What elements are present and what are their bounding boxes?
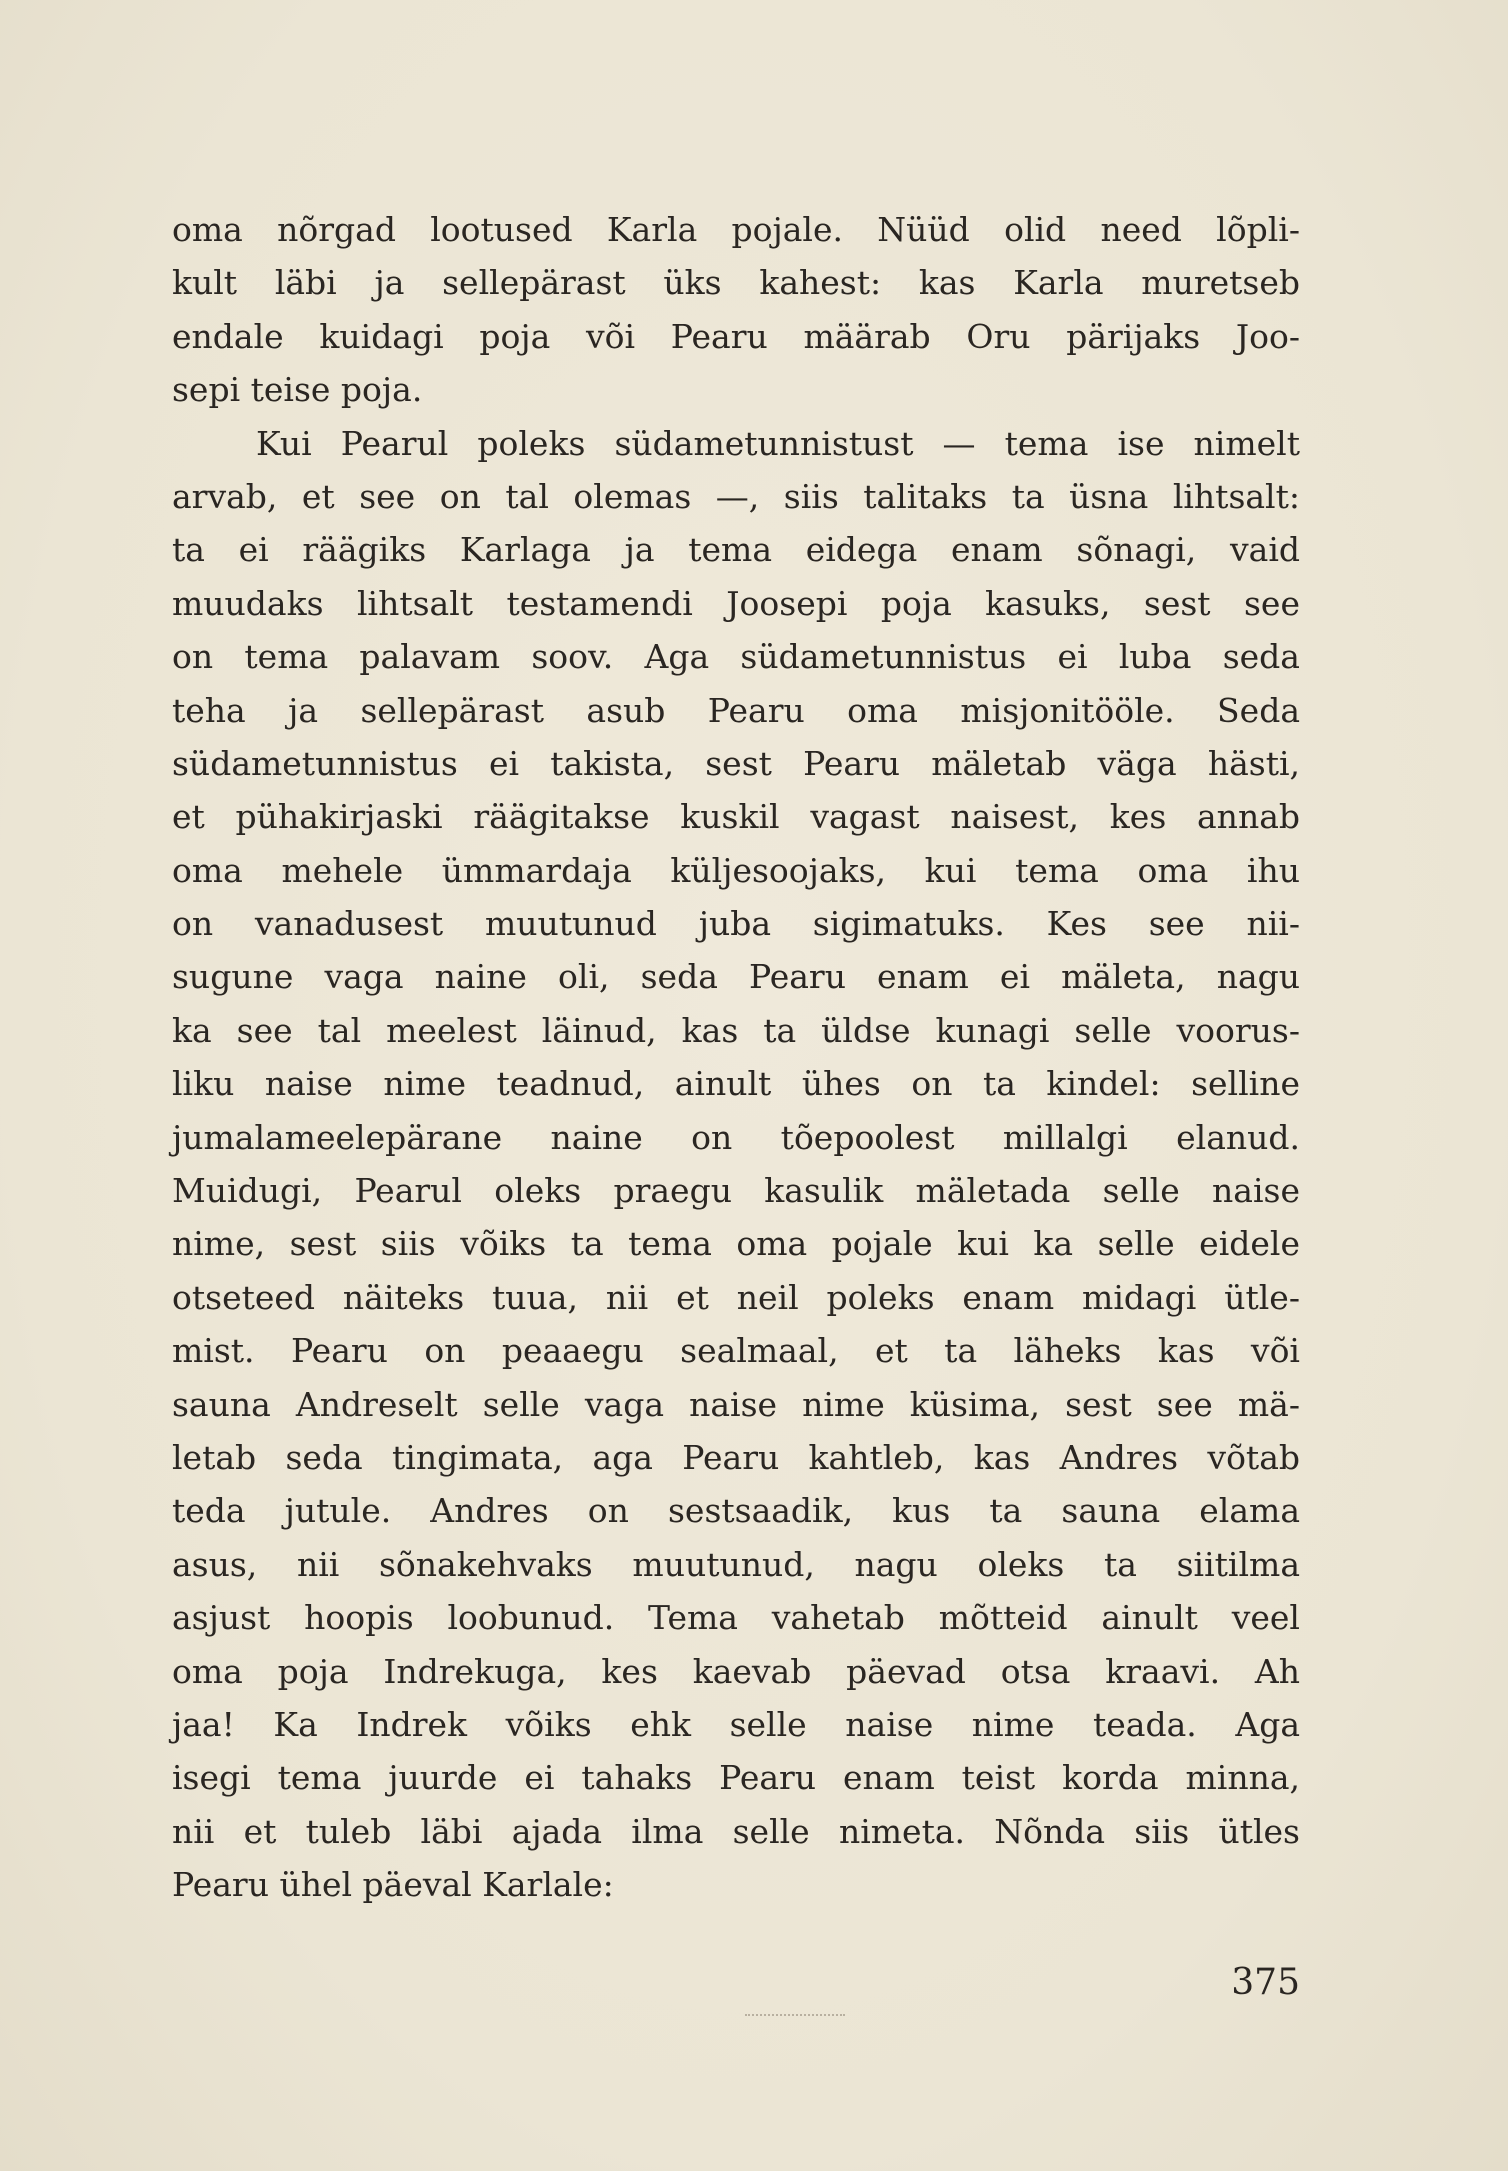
text-line: on vanadusest muutunud juba sigimatuks. Kes see nii- xyxy=(172,904,1300,944)
text-line: nii et tuleb läbi ajada ilma selle nimeta. Nõnda siis ütles xyxy=(172,1811,1300,1851)
text-line: liku naise nime teadnud, ainult ühes on ta kindel: selline xyxy=(172,1064,1300,1104)
text-line: teda jutule. Andres on sestsaadik, kus ta sauna elama xyxy=(172,1491,1300,1531)
text-line: oma mehele ümmardaja küljesoojaks, kui tema oma ihu xyxy=(172,850,1300,890)
text-line: nime, sest siis võiks ta tema oma pojale kui ka selle eidele xyxy=(172,1224,1300,1264)
text-line: muudaks lihtsalt testamendi Joosepi poja kasuks, sest see xyxy=(172,583,1300,623)
text-line: teha ja sellepärast asub Pearu oma misjonitööle. Seda xyxy=(172,690,1300,730)
text-line: letab seda tingimata, aga Pearu kahtleb, kas Andres võtab xyxy=(172,1437,1300,1477)
text-line: Muidugi, Pearul oleks praegu kasulik mäletada selle naise xyxy=(172,1171,1300,1211)
text-line: ka see tal meelest läinud, kas ta üldse kunagi selle voorus- xyxy=(172,1010,1300,1050)
body-text xyxy=(172,203,1300,1912)
text-line: ta ei räägiks Karlaga ja tema eidega enam sõnagi, vaid xyxy=(172,530,1300,570)
text-line: sepi teise poja. xyxy=(172,370,423,410)
text-line: mist. Pearu on peaaegu sealmaal, et ta läheks kas või xyxy=(172,1331,1300,1371)
text-line: et pühakirjaski räägitakse kuskil vagast naisest, kes annab xyxy=(172,797,1300,837)
text-line: oma nõrgad lootused Karla pojale. Nüüd olid need lõpli- xyxy=(172,210,1300,249)
text-line: jumalameelepärane naine on tõepoolest millalgi elanud. xyxy=(172,1117,1300,1157)
text-line: kult läbi ja sellepärast üks kahest: kas Karla muretseb xyxy=(172,263,1300,303)
text-line: isegi tema juurde ei tahaks Pearu enam teist korda minna, xyxy=(172,1758,1300,1798)
text-line: Kui Pearul poleks südametunnistust — tema ise nimelt xyxy=(256,423,1300,463)
text-line: asjust hoopis loobunud. Tema vahetab mõtteid ainult veel xyxy=(172,1598,1300,1638)
text-line: arvab, et see on tal olemas —, siis talitaks ta üsna lihtsalt: xyxy=(172,476,1300,516)
text-line: oma poja Indrekuga, kes kaevab päevad otsa kraavi. Ah xyxy=(172,1651,1300,1691)
text-line: asus, nii sõnakehvaks muutunud, nagu oleks ta siitilma xyxy=(172,1544,1300,1584)
text-line: sauna Andreselt selle vaga naise nime küsima, sest see mä- xyxy=(172,1384,1300,1424)
page-number: 375 xyxy=(1231,1962,1300,2003)
print-speck xyxy=(745,2014,845,2019)
text-line: jaa! Ka Indrek võiks ehk selle naise nime teada. Aga xyxy=(172,1704,1300,1744)
text-line: Pearu ühel päeval Karlale: xyxy=(172,1865,614,1905)
text-line: sugune vaga naine oli, seda Pearu enam ei mäleta, nagu xyxy=(172,957,1300,997)
text-line: endale kuidagi poja või Pearu määrab Oru pärijaks Joo- xyxy=(172,316,1300,356)
text-line: otseteed näiteks tuua, nii et neil poleks enam midagi ütle- xyxy=(172,1277,1300,1317)
text-line: on tema palavam soov. Aga südametunnistus ei luba seda xyxy=(172,637,1300,677)
text-line: südametunnistus ei takista, sest Pearu mäletab väga hästi, xyxy=(172,743,1300,783)
